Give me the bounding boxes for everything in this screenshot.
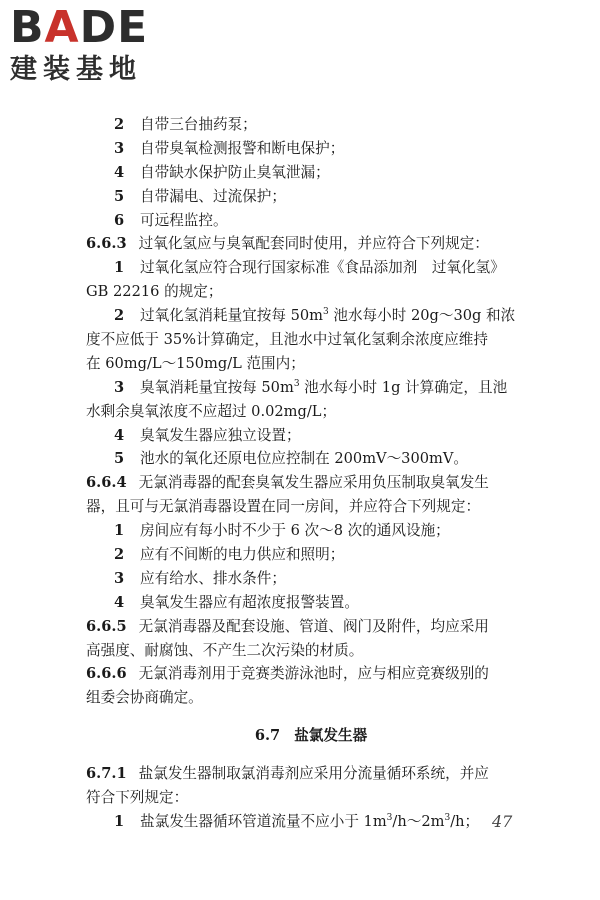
section-heading: 6.7 盐氯发生器 — [254, 727, 368, 745]
logo-subtitle: 建装基地 — [10, 54, 142, 85]
list-item: 3 臭氧消耗量宜按每 $50m^3$ 池水每小时 1g 计算确定，且池 — [114, 378, 508, 396]
clause-6-7-1: 6.7.1 盐氯发生器制取氯消毒剂应采用分流量循环系统，并应 — [86, 765, 489, 783]
list-item: 2 应有不间断的电力供应和照明； — [114, 546, 345, 564]
list-item: 1 盐氯发生器循环管道流量不应小于 $1m^3/h\sim 2m^3/h$； — [114, 812, 480, 830]
clause-continuation: 器，且可与无氯消毒器设置在同一房间，并应符合下列规定： — [86, 498, 481, 516]
clause-6-6-4: 6.6.4 无氯消毒器的配套臭氧发生器应采用负压制取臭氧发生 — [86, 474, 489, 492]
list-item: 2 过氧化氢消耗量宜按每 $50m^3$ 池水每小时 20g～30g 和浓 — [114, 307, 516, 325]
clause-continuation: 组委会协商确定。 — [86, 689, 203, 707]
list-item-continuation: 在 60mg/L～150mg/L 范围内； — [86, 354, 305, 372]
list-item: 5 池水的氧化还原电位应控制在 200mV～300mV。 — [114, 450, 469, 468]
list-item: 1 房间应有每小时不少于 6 次～8 次的通风设施； — [114, 522, 450, 540]
brand-logo — [10, 2, 180, 86]
list-item: 4 臭氧发生器应独立设置； — [114, 426, 301, 444]
list-item-continuation: GB 22216 的规定； — [86, 283, 223, 301]
clause-continuation: 高强度、耐腐蚀、不产生二次污染的材质。 — [86, 641, 364, 659]
clause-6-6-3: 6.6.3 过氧化氢应与臭氧配套同时使用，并应符合下列规定： — [86, 235, 489, 253]
list-item: 3 应有给水、排水条件； — [114, 569, 286, 587]
list-item: 1 过氧化氢应符合现行国家标准《食品添加剂 过氧化氢》 — [114, 259, 505, 277]
list-item: 6 可远程监控。 — [114, 211, 228, 229]
list-item: 2 自带三台抽药泵； — [114, 116, 257, 133]
list-item: 4 臭氧发生器应有超浓度报警装置。 — [114, 593, 359, 611]
list-item-continuation: 水剩余臭氧浓度不应超过 0.02mg/L； — [86, 402, 337, 420]
document-body — [86, 113, 536, 834]
clause-6-6-6: 6.6.6 无氯消毒剂用于竞赛类游泳池时，应与相应竞赛级别的 — [86, 665, 489, 683]
list-item: 3 自带臭氧检测报警和断电保护； — [114, 139, 345, 157]
clause-6-6-5: 6.6.5 无氯消毒器及配套设施、管道、阀门及附件，均应采用 — [86, 617, 489, 635]
logo-wordmark: BADE — [10, 2, 149, 53]
list-item: 5 自带漏电、过流保护； — [114, 187, 286, 205]
logo-accent-letter: A — [44, 2, 80, 53]
page-number: 47 — [492, 812, 513, 831]
list-item-continuation: 度不应低于 35%计算确定，且池水中过氧化氢剩余浓度应维持 — [86, 331, 488, 349]
list-item: 4 自带缺水保护防止臭氧泄漏； — [114, 163, 330, 181]
clause-continuation: 符合下列规定： — [86, 789, 189, 807]
